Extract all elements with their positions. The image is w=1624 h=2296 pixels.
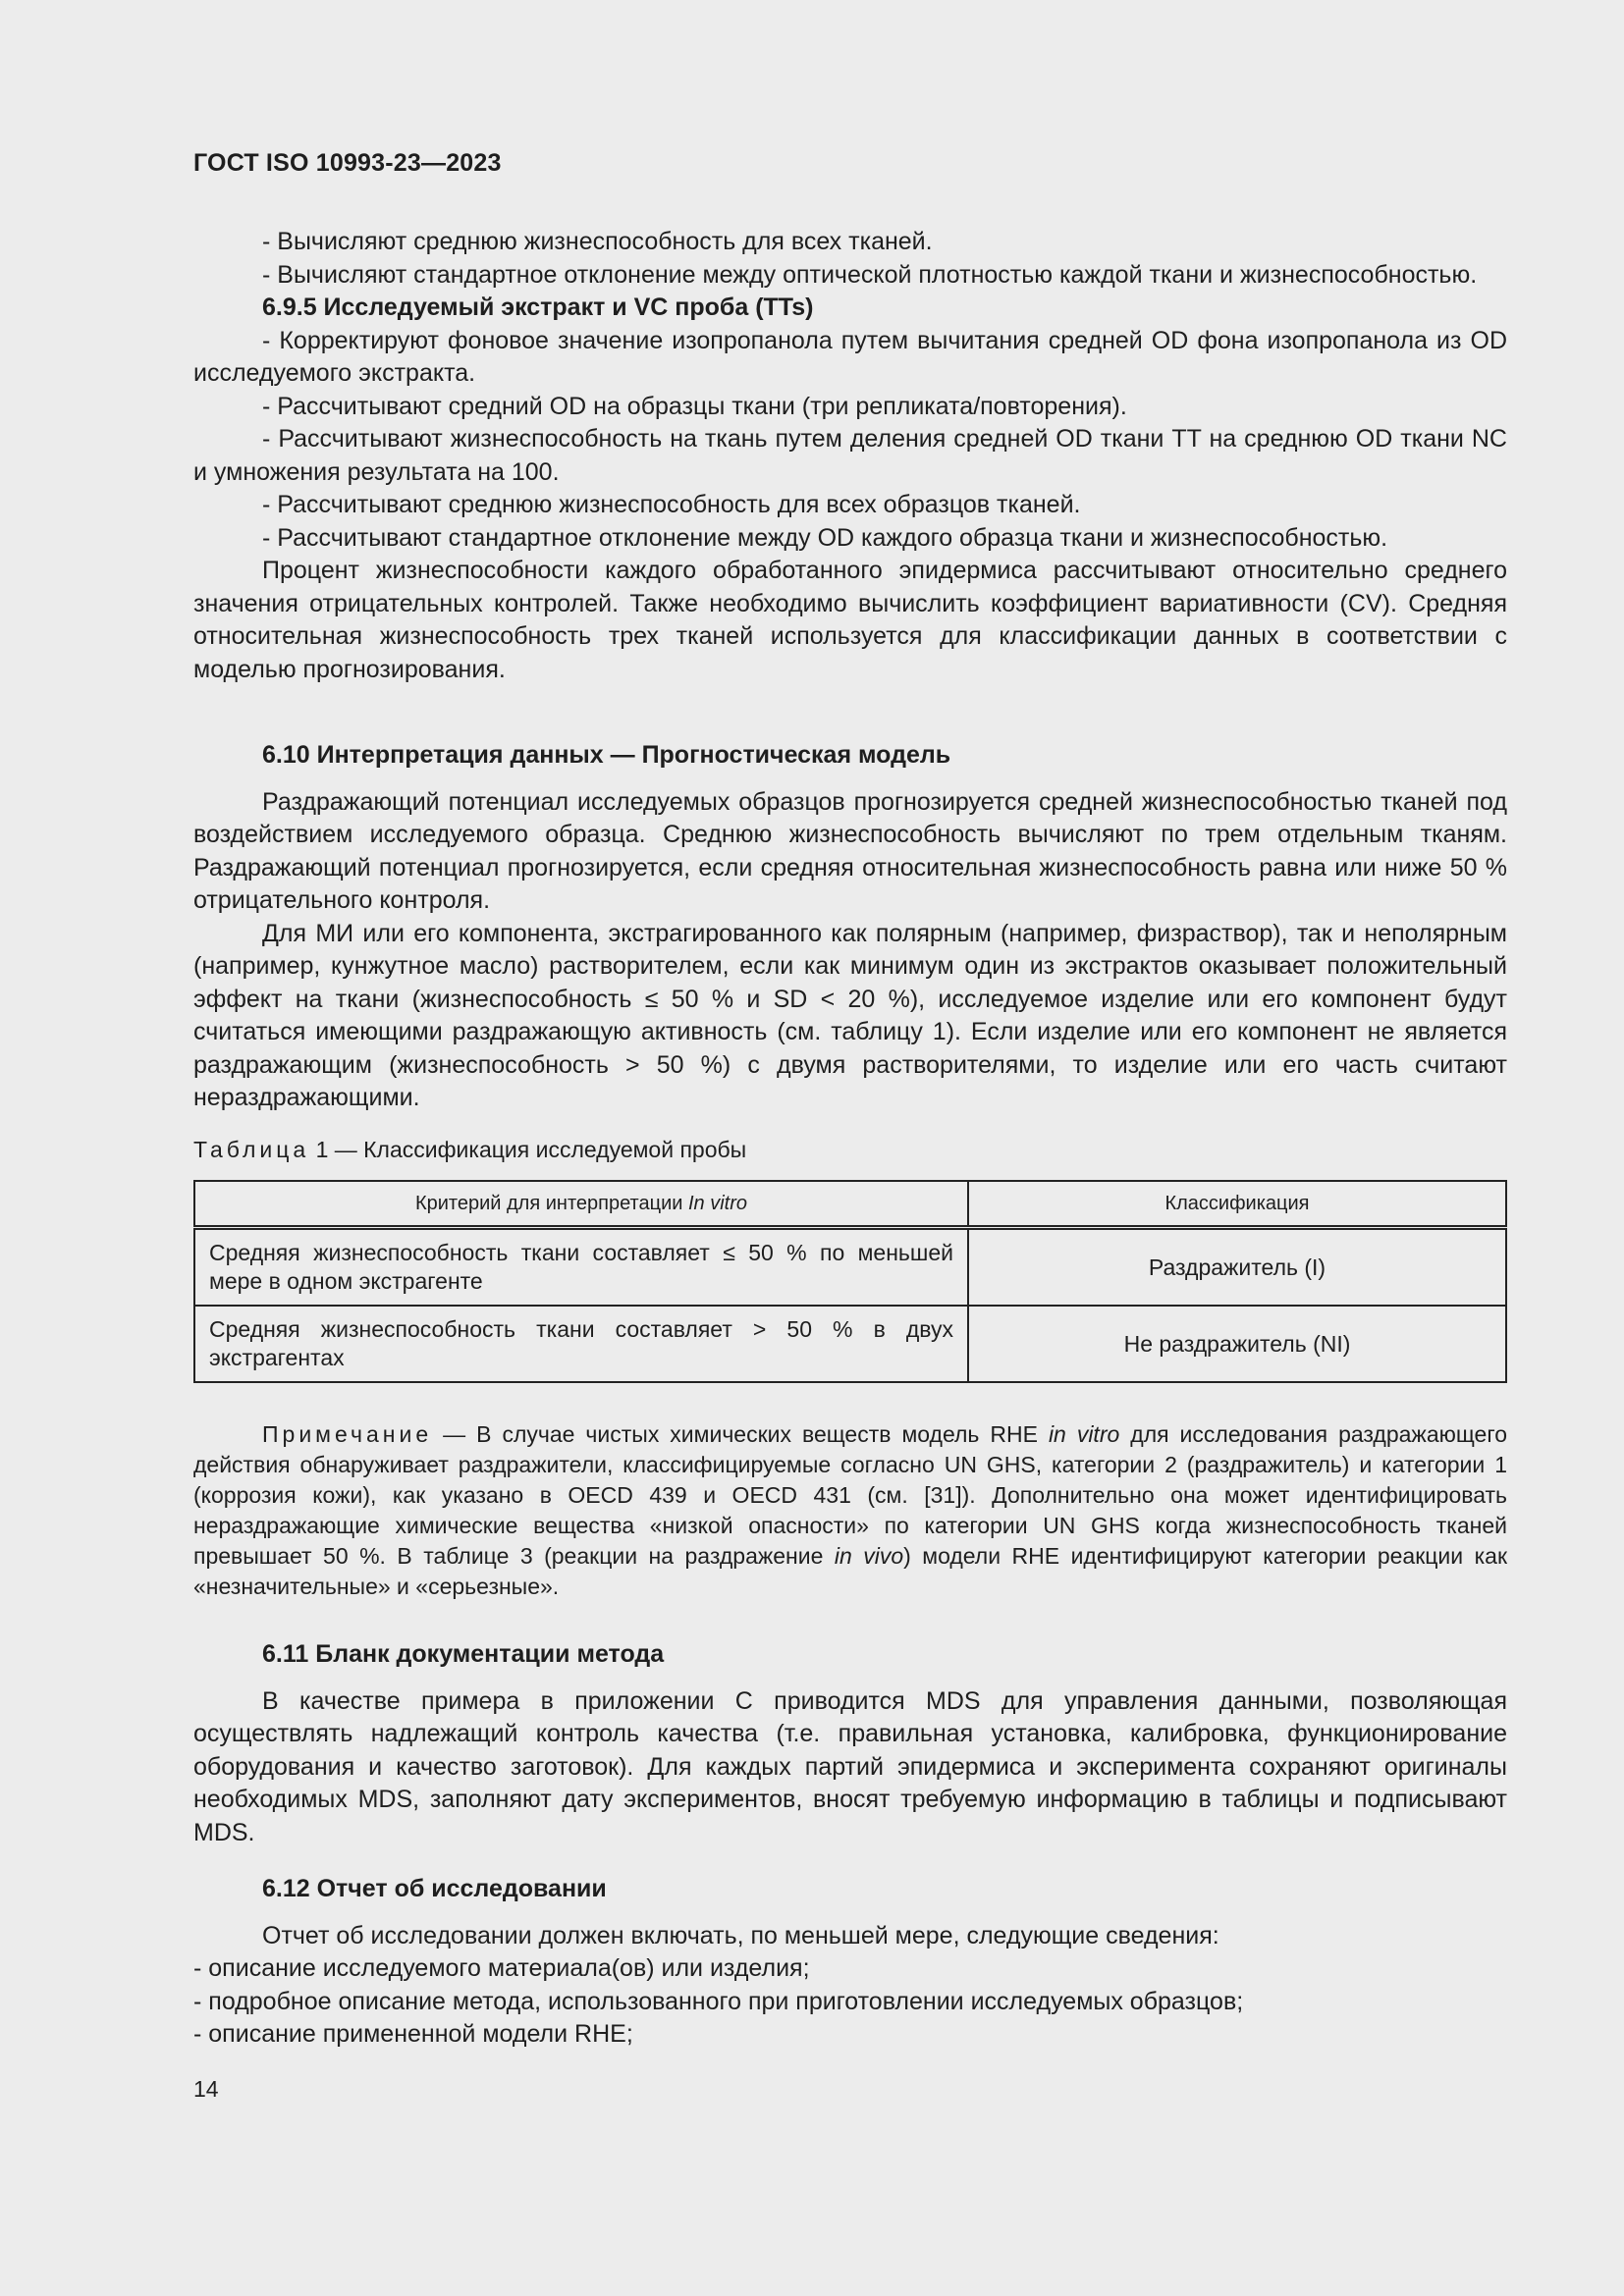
paragraph: В качестве примера в приложении С приводится MDS для управления данными, позволяющая осуществлять надлежащий контроль качества (т.е. правильная установка, калибровка, функционирование оборудования и качество заготовок). Для каждых партий эпидермиса и эксперимента сохраняют оригиналы необходимых MDS, заполняют дату экспериментов, вносят требуемую информацию в таблицы и подписывают MDS. — [193, 1686, 1507, 1846]
table-row — [194, 1228, 1506, 1307]
list-item: - подробное описание метода, использованного при приготовлении исследуемых образцов; — [193, 1987, 1244, 2015]
section-6-11 — [193, 1638, 1507, 1849]
list-item: - Рассчитывают стандартное отклонение между OD каждого образца ткани и жизнеспособностью. — [262, 523, 1388, 552]
table-caption — [193, 1137, 746, 1163]
dash-marker: - — [262, 326, 280, 354]
table-header-classification: Классификация — [968, 1181, 1506, 1228]
table-header-row — [194, 1181, 1506, 1228]
table-cell-classification: Раздражитель (I) — [968, 1228, 1506, 1307]
paragraph: Процент жизнеспособности каждого обработанного эпидермиса рассчитывают относительно среднего значения отрицательных контролей. Также необходимо вычислить коэффициент вариативности (CV). Средняя относительная жизнеспособность трех тканей используется для классификации данных в соответствии с моделью прогнозирования. — [193, 557, 1507, 683]
dash-marker: - — [193, 1954, 209, 1982]
table-caption-label: Таблица — [193, 1137, 310, 1162]
classification-table — [193, 1180, 1507, 1383]
dash-marker: - — [262, 523, 278, 552]
list-item: - описание примененной модели RHE; — [193, 2020, 633, 2048]
list-item: - описание исследуемого материала(ов) или изделия; — [193, 1954, 810, 1982]
note-label: Примечание — [262, 1421, 433, 1447]
section-6-12 — [193, 1873, 1507, 2052]
list-item: - Рассчитывают жизнеспособность на ткань путем деления средней OD ткани TT на среднюю OD ткани NC и умножения результата на 100. — [193, 425, 1507, 486]
section-heading-6-10: 6.10 Интерпретация данных — Прогностическая модель — [262, 741, 951, 769]
document-header: ГОСТ ISO 10993-23—2023 — [193, 149, 502, 177]
table-cell-criterion: Средняя жизнеспособность ткани составляет > 50 % в двух экстрагентах — [194, 1306, 968, 1382]
section-heading-6-12: 6.12 Отчет об исследовании — [262, 1875, 607, 1902]
page-number: 14 — [193, 2076, 219, 2102]
dash-marker: - — [262, 491, 278, 518]
dash-marker: - — [193, 2020, 209, 2048]
table-header-criterion: Критерий для интерпретации In vitro — [194, 1181, 968, 1228]
table-row — [194, 1306, 1506, 1382]
section-heading-6-9-5: 6.9.5 Исследуемый экстракт и VC проба (TTs) — [262, 294, 814, 321]
table-note: Примечание — В случае чистых химических веществ модель RHE in vitro для исследования раздражающего действия обнаруживает раздражители, классифицируемые согласно UN GHS, категории 2 (раздражитель) и категории 1 (коррозия кожи), как указано в OECD 439 и OECD 431 (см. [31]). Дополнительно она может идентифицировать нераздражающие химические вещества «низкой опасности» по категории UN GHS когда жизнеспособность тканей превышает 50 %. В таблице 3 (реакции на раздражение in vivo) модели RHE идентифицируют категории реакции как «незначительные» и «серьезные». — [193, 1421, 1508, 1599]
table-cell-criterion: Средняя жизнеспособность ткани составляет ≤ 50 % по меньшей мере в одном экстрагенте — [194, 1228, 968, 1307]
list-item: - Рассчитывают средний OD на образцы ткани (три репликата/повторения). — [262, 392, 1127, 420]
list-item: - Вычисляют стандартное отклонение между оптической плотностью каждой ткани и жизнеспособностью. — [262, 260, 1478, 289]
dash-marker: - — [193, 1987, 209, 2015]
table-cell-classification: Не раздражитель (NI) — [968, 1306, 1506, 1382]
section-6-10 — [193, 739, 1507, 1115]
dash-marker: - — [262, 392, 278, 420]
dash-marker: - — [262, 228, 278, 255]
section-6-9-block — [193, 226, 1507, 686]
section-heading-6-11: 6.11 Бланк документации метода — [262, 1640, 665, 1668]
paragraph: Раздражающий потенциал исследуемых образцов прогнозируется средней жизнеспособностью тканей под воздействием исследуемого образца. Среднюю жизнеспособность вычисляют по трем отдельным тканям. Раздражающий потенциал прогнозируется, если средняя относительная жизнеспособность равна или ниже 50 % отрицательного контроля. — [193, 787, 1507, 914]
paragraph: Отчет об исследовании должен включать, по меньшей мере, следующие сведения: — [262, 1921, 1219, 1949]
dash-marker: - — [262, 425, 279, 453]
dash-marker: - — [262, 260, 278, 289]
paragraph: Для МИ или его компонента, экстрагированного как полярным (например, физраствор), так и неполярным (например, кунжутное масло) растворителем, если как минимум один из экстрактов оказывает положительный эффект на ткани (жизнеспособность ≤ 50 % и SD < 20 %), исследуемое изделие или его компонент будут считаться имеющими раздражающую активность (см. таблицу 1). Если изделие или его компонент не является раздражающим (жизнеспособность > 50 %) с двумя растворителями, то изделие или его часть считают нераздражающими. — [193, 919, 1507, 1111]
list-item: - Корректируют фоновое значение изопропанола путем вычитания средней OD фона изопропанола из OD исследуемого экстракта. — [193, 326, 1507, 387]
list-item: - Вычисляют среднюю жизнеспособность для всех тканей. — [262, 228, 933, 255]
list-item: - Рассчитывают среднюю жизнеспособность для всех образцов тканей. — [262, 491, 1081, 518]
table-caption-text: 1 — Классификация исследуемой пробы — [315, 1137, 747, 1162]
